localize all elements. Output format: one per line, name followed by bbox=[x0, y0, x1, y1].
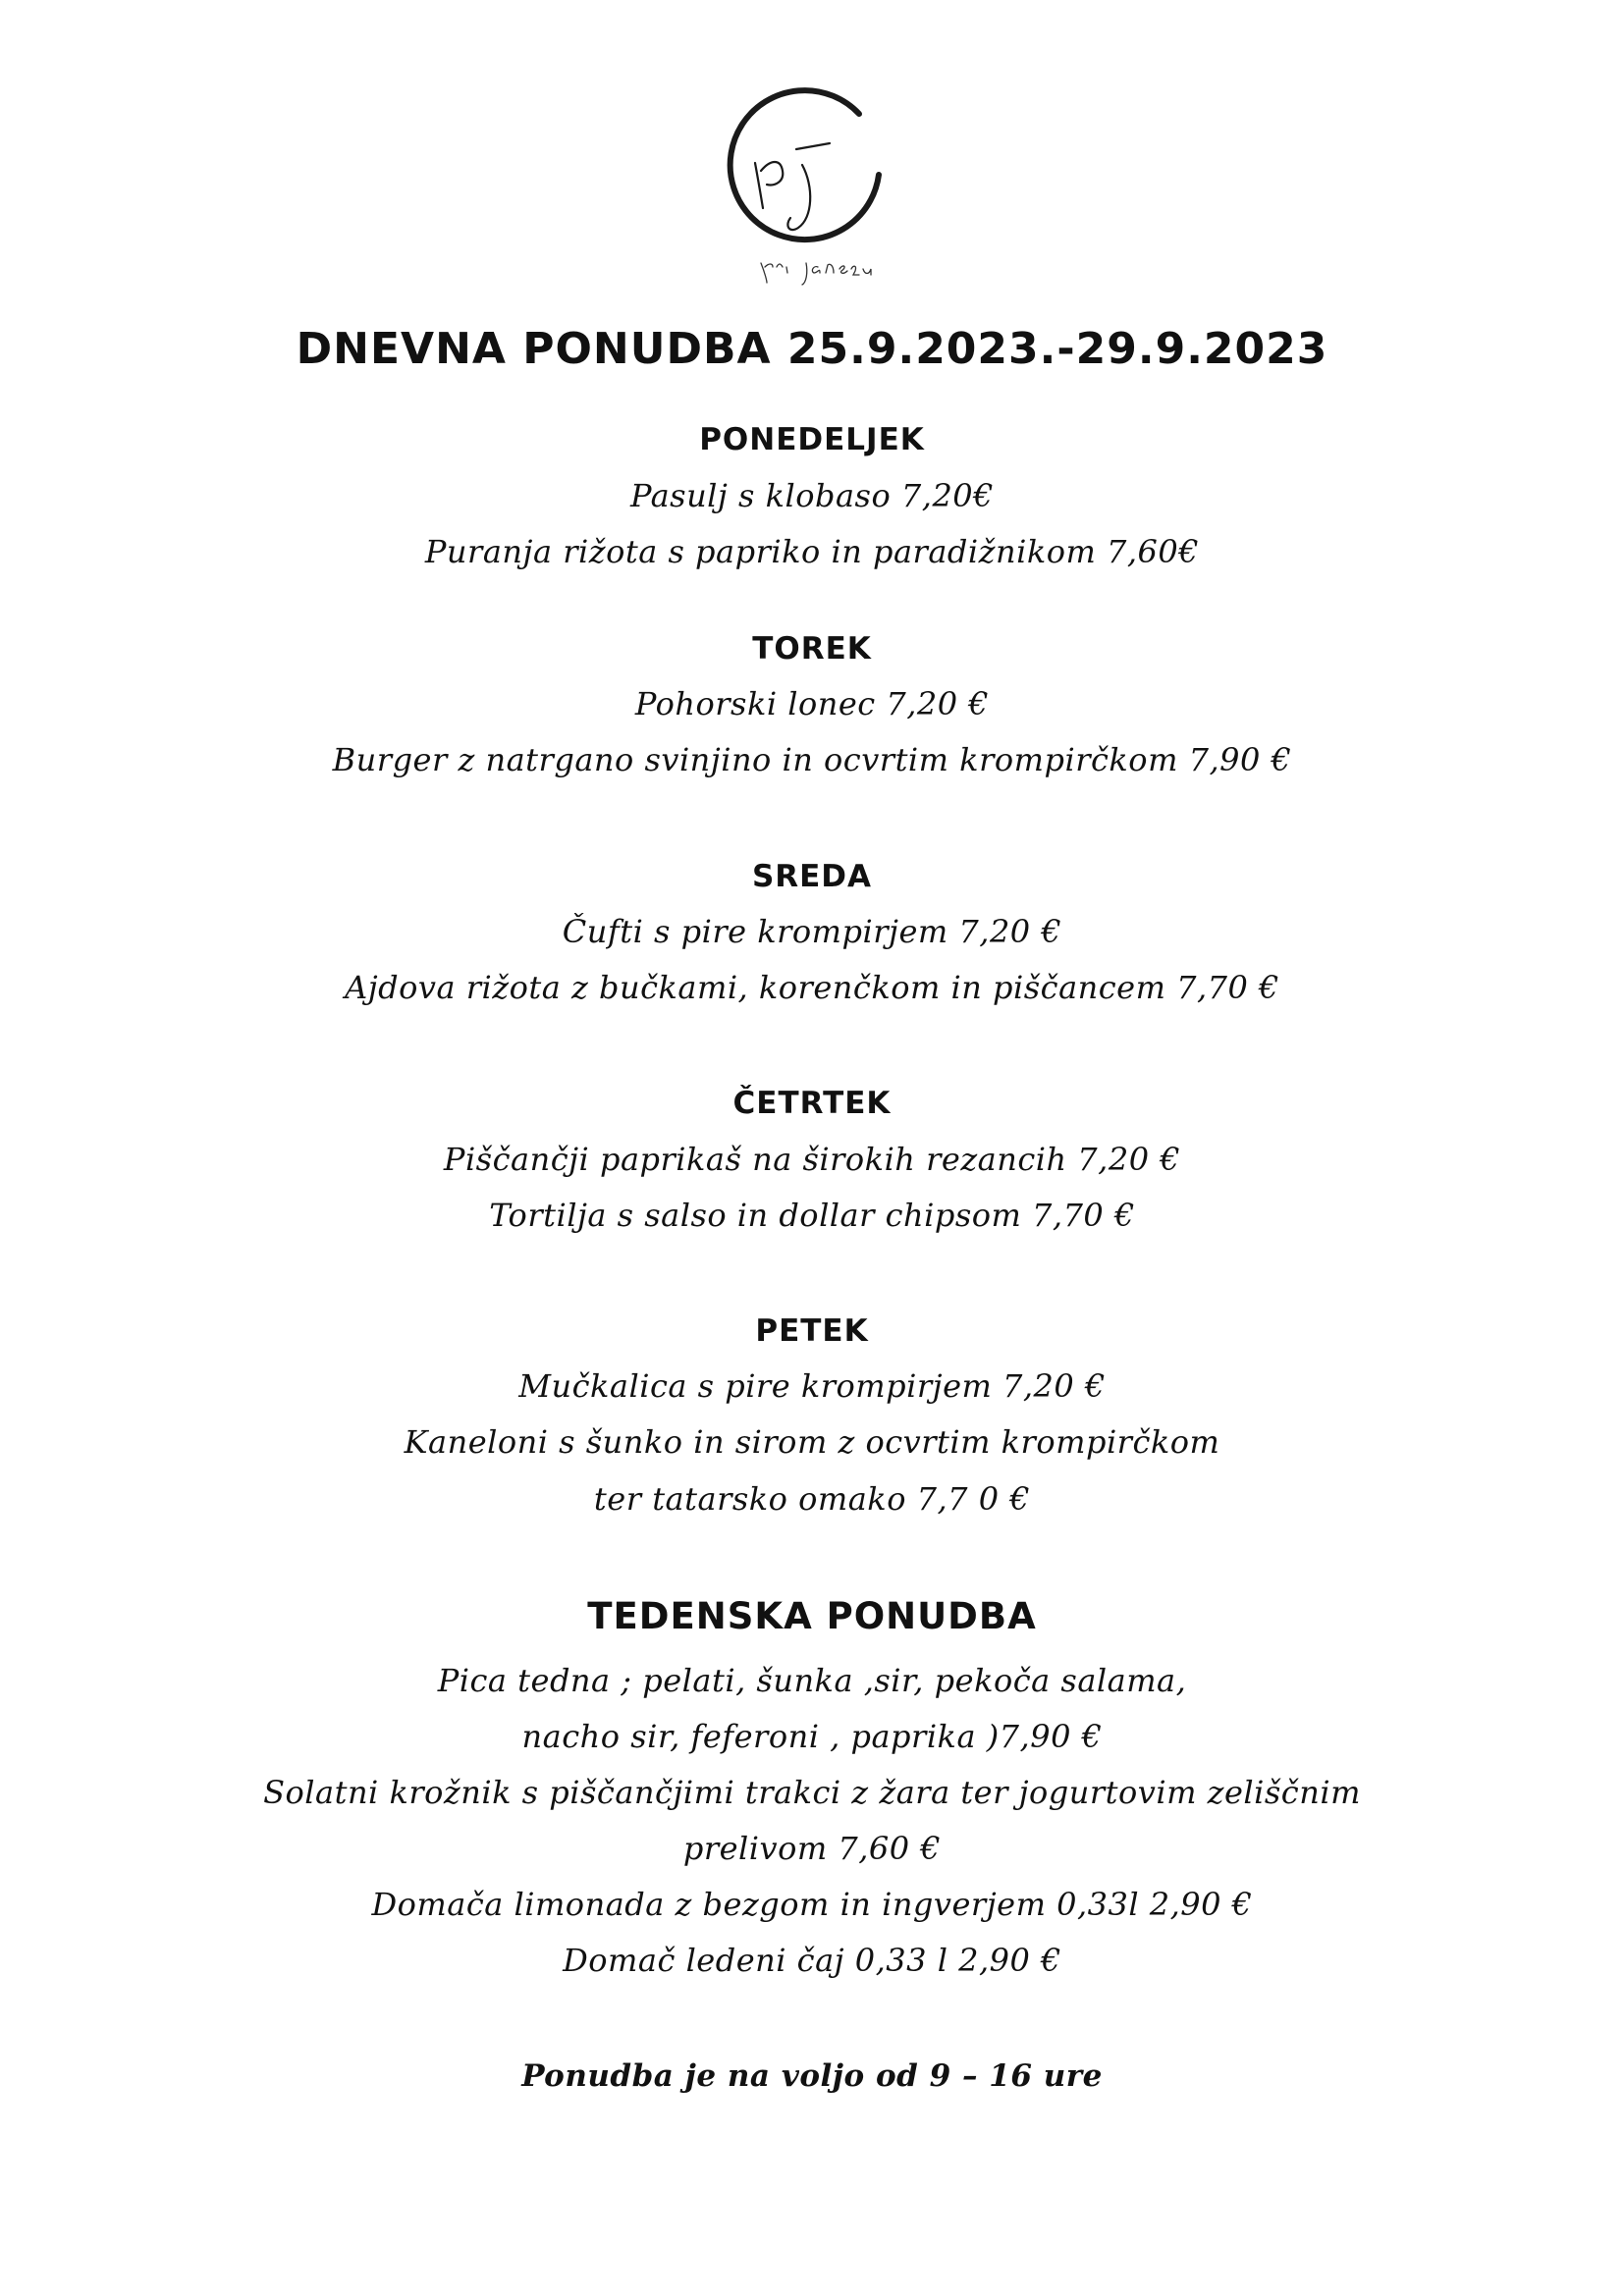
day-heading-monday: PONEDELJEK bbox=[699, 422, 925, 457]
menu-item: Tortilja s salso in dollar chipsom 7,70 € bbox=[489, 1197, 1135, 1234]
menu-item: Pasulj s klobaso 7,20€ bbox=[629, 477, 995, 514]
restaurant-logo bbox=[712, 80, 908, 296]
weekly-item: Domač ledeni čaj 0,33 l 2,90 € bbox=[563, 1942, 1061, 1979]
day-heading-friday: PETEK bbox=[755, 1313, 869, 1349]
menu-item: Ajdova rižota z bučkami, korenčkom in piščancem 7,70 € bbox=[345, 969, 1279, 1006]
menu-item: Pohorski lonec 7,20 € bbox=[634, 685, 990, 722]
day-heading-wednesday: SREDA bbox=[751, 859, 873, 894]
weekly-item: prelivom 7,60 € bbox=[682, 1830, 942, 1867]
weekly-item: Domača limonada z bezgom in ingverjem 0,33l 2,90 € bbox=[371, 1886, 1253, 1923]
pj-monogram-logo-icon bbox=[712, 80, 908, 296]
weekly-item: Pica tedna ; pelati, šunka ,sir, pekoča salama, bbox=[437, 1662, 1187, 1699]
menu-item: Čufti s pire krompirjem 7,20 € bbox=[562, 913, 1062, 950]
weekly-item: Solatni krožnik s piščančjimi trakci z žara ter jogurtovim zeliščnim bbox=[263, 1774, 1361, 1811]
menu-item: ter tatarsko omako 7,7 0 € bbox=[593, 1480, 1031, 1518]
menu-item: Burger z natrgano svinjino in ocvrtim krompirčkom 7,90 € bbox=[332, 741, 1292, 778]
menu-item: Puranja rižota s papriko in paradižnikom 7,60€ bbox=[424, 533, 1200, 570]
day-heading-tuesday: TOREK bbox=[752, 631, 872, 667]
menu-item: Piščančji paprikaš na širokih rezancih 7,20 € bbox=[443, 1141, 1181, 1178]
weekly-item: nacho sir, feferoni , paprika )7,90 € bbox=[521, 1718, 1103, 1755]
day-heading-thursday: ČETRTEK bbox=[732, 1086, 892, 1121]
page-title: DNEVNA PONUDBA 25.9.2023.-29.9.2023 bbox=[296, 324, 1328, 374]
weekly-offer-heading: TEDENSKA PONUDBA bbox=[587, 1595, 1037, 1637]
availability-note: Ponudba je na voljo od 9 – 16 ure bbox=[521, 2058, 1103, 2094]
menu-item: Kaneloni s šunko in sirom z ocvrtim krompirčkom bbox=[404, 1423, 1220, 1461]
menu-item: Mučkalica s pire krompirjem 7,20 € bbox=[518, 1367, 1106, 1405]
